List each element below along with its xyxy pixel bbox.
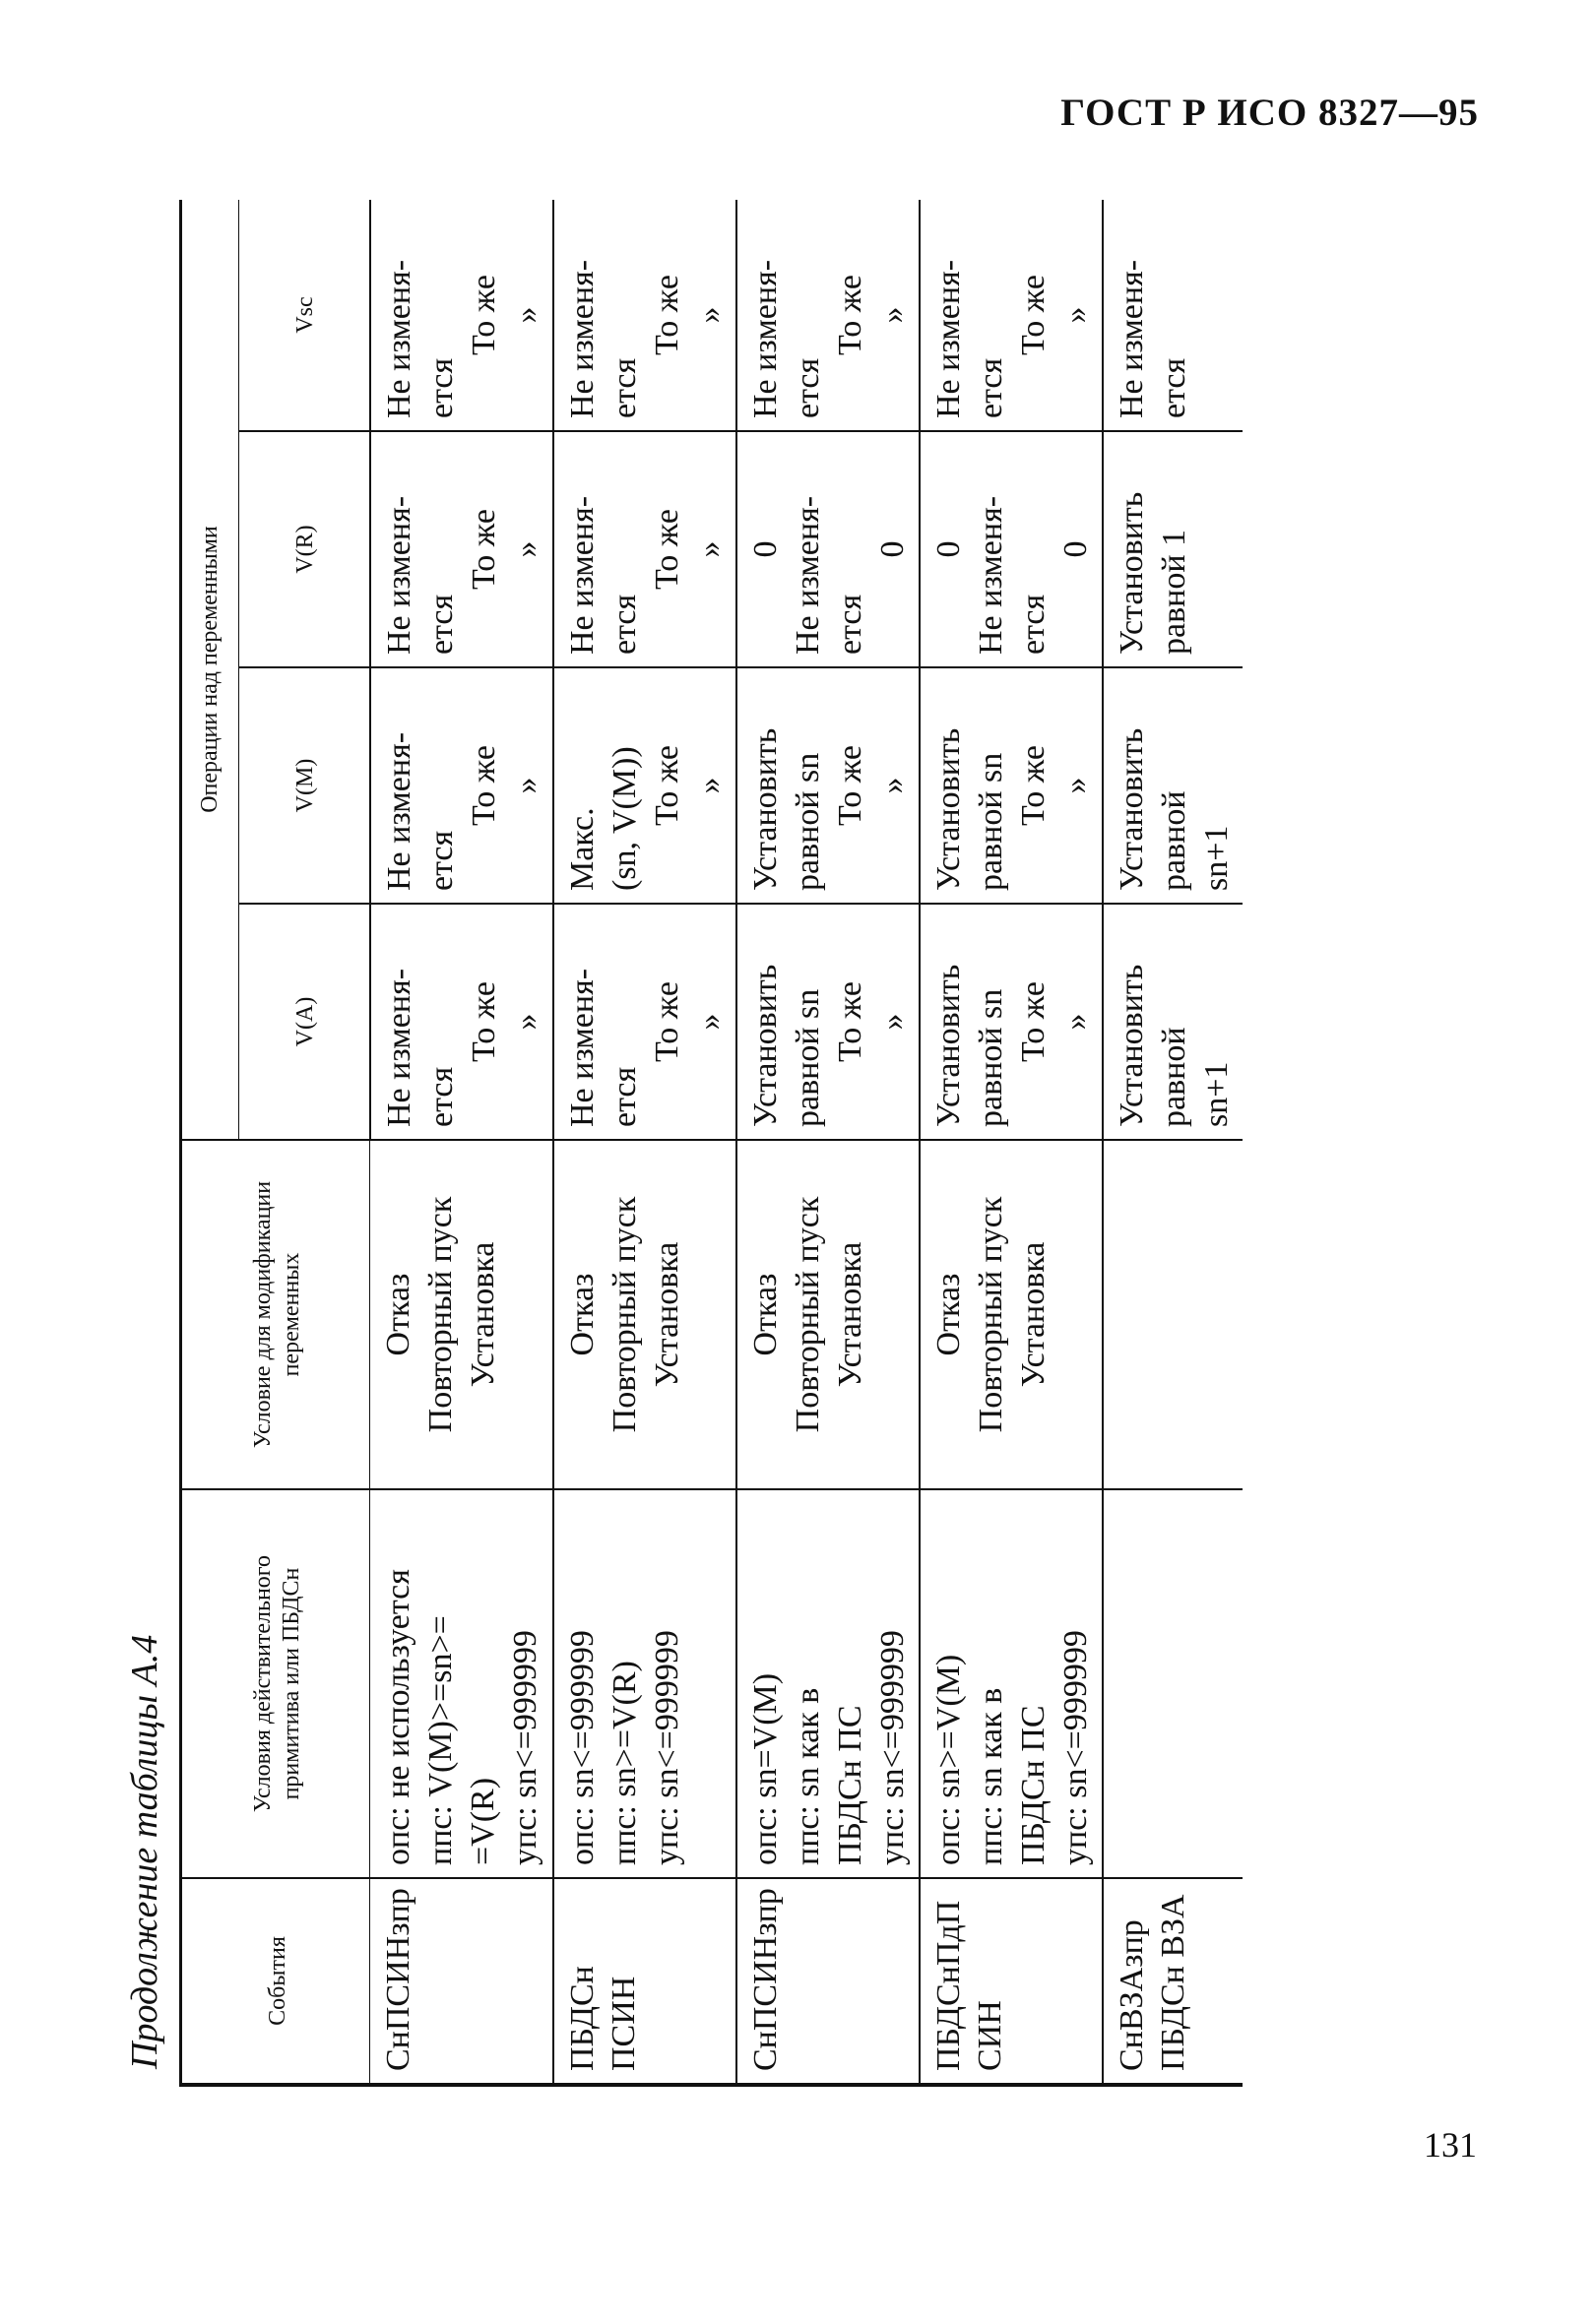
cell-line: sn+1 (1197, 825, 1235, 891)
cell-line: То же (1014, 275, 1052, 355)
cell-line: То же (831, 275, 868, 355)
cell-line: ется (422, 594, 460, 655)
cell-line: » (690, 777, 728, 794)
cell-line: Не изменя- (380, 495, 417, 655)
cell-line: Установить (929, 964, 967, 1127)
cell-line: Установить (746, 727, 784, 891)
cell-vsc (553, 200, 736, 431)
cell-line: ПБДСн ПС (831, 1705, 868, 1865)
cell-line: Не изменя- (563, 968, 601, 1127)
cell-text: СнВЗАзпр ПБДСн ВЗА (1113, 1894, 1192, 2071)
cell-vr (920, 431, 1103, 667)
cell-line: Установить (1113, 964, 1150, 1127)
cell-mod (920, 1140, 1103, 1489)
cell-line: То же (831, 745, 868, 826)
rotated-table-area (118, 0, 1546, 2087)
cell-line: опс: sn>=V(M) (929, 1654, 967, 1865)
table-row (1103, 200, 1243, 2085)
cell-line: Не изменя- (563, 259, 601, 418)
cell-line: То же (648, 981, 685, 1062)
cell-mod (736, 1140, 920, 1489)
cell-line: =V(R) (465, 1777, 502, 1865)
cell-line: ется (422, 830, 460, 891)
cell-line: ется (1155, 357, 1192, 418)
table-row (920, 200, 1103, 2085)
cell-line: Не изменя- (746, 259, 784, 418)
cell-line: Не изменя- (929, 259, 967, 418)
cell-line: То же (831, 981, 868, 1062)
cell-line: » (690, 540, 728, 558)
cell-line: Повторный пуск (972, 1196, 1009, 1433)
cell-va (736, 904, 920, 1140)
col-header-vm: V(M) (238, 667, 370, 904)
col-header-va: V(A) (238, 904, 370, 1140)
cell-mod (553, 1140, 736, 1489)
cell-vsc (736, 200, 920, 431)
cell-cond (370, 1489, 553, 1878)
cell-vm (553, 667, 736, 904)
cell-line: » (507, 540, 544, 558)
cell-vm (1103, 667, 1243, 904)
cell-va (370, 904, 553, 1140)
cell-line: ется (606, 357, 643, 418)
cell-line: » (873, 306, 911, 324)
cell-line: ппс: sn>=V(R) (606, 1661, 643, 1865)
cell-line: sn+1 (1197, 1061, 1235, 1127)
cell-line: опс: не используется (380, 1569, 417, 1865)
col-header-conditions: Условия действительного примитива или ПБДСн (181, 1489, 370, 1878)
cell-line: ппс: sn как в (789, 1687, 826, 1865)
cell-line: ется (422, 357, 460, 418)
cell-line: (sn, V(M)) (606, 746, 643, 891)
cell-cond (736, 1489, 920, 1878)
cell-vsc (1103, 200, 1243, 431)
cell-vm (736, 667, 920, 904)
cell-cond (553, 1489, 736, 1878)
cell-line: Установка (648, 1241, 685, 1388)
cell-line: упс: sn<=999999 (1056, 1630, 1094, 1865)
cell-line: То же (1014, 981, 1052, 1062)
cell-line: Не изменя- (789, 495, 826, 655)
cell-line: 0 (746, 540, 784, 558)
cell-mod (370, 1140, 553, 1489)
cell-line: » (690, 306, 728, 324)
page-number: 131 (1424, 2125, 1477, 2165)
cell-line: 0 (873, 540, 911, 558)
cell-line: » (873, 777, 911, 794)
cell-line: ется (422, 1066, 460, 1127)
cell-event (553, 1878, 736, 2085)
cell-vm (920, 667, 1103, 904)
cell-line: упс: sn<=999999 (507, 1630, 544, 1865)
cell-line: Установка (465, 1241, 502, 1388)
cell-mod (1103, 1140, 1243, 1489)
table-row (553, 200, 736, 2085)
cell-line: Повторный пуск (789, 1196, 826, 1433)
cell-vsc (370, 200, 553, 431)
cell-line: опс: sn=V(M) (746, 1672, 784, 1865)
cell-text: ПБДСн ПСИН (563, 1966, 643, 2071)
cell-line: равной 1 (1155, 529, 1192, 655)
col-header-vr: V(R) (238, 431, 370, 667)
cell-line: Отказ (746, 1273, 784, 1356)
cell-line: ется (972, 357, 1009, 418)
cell-line: То же (648, 745, 685, 826)
cell-cond (1103, 1489, 1243, 1878)
cell-va (1103, 904, 1243, 1140)
cell-line: » (690, 1013, 728, 1031)
cell-line: Отказ (563, 1273, 601, 1356)
cell-va (553, 904, 736, 1140)
cell-line: Установить (1113, 727, 1150, 891)
cell-event (1103, 1878, 1243, 2085)
cell-line: ется (1014, 594, 1052, 655)
cell-vr (1103, 431, 1243, 667)
cell-line: » (507, 306, 544, 324)
col-header-events: События (181, 1878, 370, 2085)
cell-line: » (1056, 306, 1094, 324)
cell-line: Не изменя- (1113, 259, 1150, 418)
cell-event (370, 1878, 553, 2085)
cell-line: Отказ (929, 1273, 967, 1356)
cell-line: Не изменя- (972, 495, 1009, 655)
cell-line: То же (1014, 745, 1052, 826)
cell-line: ется (789, 357, 826, 418)
cell-event (920, 1878, 1103, 2085)
cell-line: Повторный пуск (422, 1196, 460, 1433)
cell-line: равной (1155, 1027, 1192, 1127)
cell-line: 0 (1056, 540, 1094, 558)
cell-line: Установить (929, 727, 967, 891)
cell-vr (370, 431, 553, 667)
cell-line: Не изменя- (563, 495, 601, 655)
cell-line: опс: sn<=999999 (563, 1630, 601, 1865)
cell-line: То же (465, 509, 502, 590)
cell-line: Не изменя- (380, 968, 417, 1127)
cell-line: » (507, 1013, 544, 1031)
cell-line: » (873, 1013, 911, 1031)
cell-line: ПБДСн ПС (1014, 1705, 1052, 1865)
cell-line: равной (1155, 790, 1192, 891)
cell-line: То же (465, 981, 502, 1062)
cell-line: Не изменя- (380, 259, 417, 418)
cell-text: СнПСИНзпр (746, 1888, 784, 2071)
cell-line: равной sn (789, 988, 826, 1127)
cell-line: То же (465, 745, 502, 826)
cell-line: ппс: sn как в (972, 1687, 1009, 1865)
cell-line: ппс: V(M)>=sn>= (422, 1615, 460, 1865)
cell-line: 0 (929, 540, 967, 558)
cell-line: То же (648, 509, 685, 590)
cell-line: Отказ (380, 1273, 417, 1356)
cell-va (920, 904, 1103, 1140)
cell-event (736, 1878, 920, 2085)
cell-line: Макс. (563, 807, 601, 891)
cell-text: ПБДСнПдП СИН (929, 1900, 1009, 2071)
cell-text: СнПСИНзпр (380, 1888, 417, 2071)
cell-vr (553, 431, 736, 667)
cell-vm (370, 667, 553, 904)
cell-line: упс: sn<=999999 (873, 1630, 911, 1865)
cell-line: равной sn (972, 988, 1009, 1127)
cell-line: ется (831, 594, 868, 655)
col-header-vsc: Vsc (238, 200, 370, 431)
cell-line: Установка (831, 1241, 868, 1388)
cell-line: равной sn (789, 752, 826, 891)
col-header-modifier: Условие для модификации переменных (181, 1140, 370, 1489)
cell-line: равной sn (972, 752, 1009, 891)
document-header: ГОСТ Р ИСО 8327—95 (1060, 92, 1479, 134)
cell-line: То же (465, 275, 502, 355)
cell-line: Повторный пуск (606, 1196, 643, 1433)
cell-line: ется (606, 594, 643, 655)
table-row (370, 200, 553, 2085)
cell-vr (736, 431, 920, 667)
table-caption: Продолжение таблицы А.4 (124, 1634, 165, 2069)
cell-line: » (507, 777, 544, 794)
cell-vsc (920, 200, 1103, 431)
cell-line: Установить (1113, 491, 1150, 655)
cell-cond (920, 1489, 1103, 1878)
cell-line: » (1056, 777, 1094, 794)
cell-line: упс: sn<=999999 (648, 1630, 685, 1865)
table-row (736, 200, 920, 2085)
cell-line: Установка (1014, 1241, 1052, 1388)
cell-line: » (1056, 1013, 1094, 1031)
cell-line: То же (648, 275, 685, 355)
col-header-operations: Операции над переменными (181, 200, 239, 1140)
cell-line: ется (606, 1066, 643, 1127)
cell-line: Установить (746, 964, 784, 1127)
variables-table (179, 200, 1243, 2087)
cell-line: Не изменя- (380, 731, 417, 891)
